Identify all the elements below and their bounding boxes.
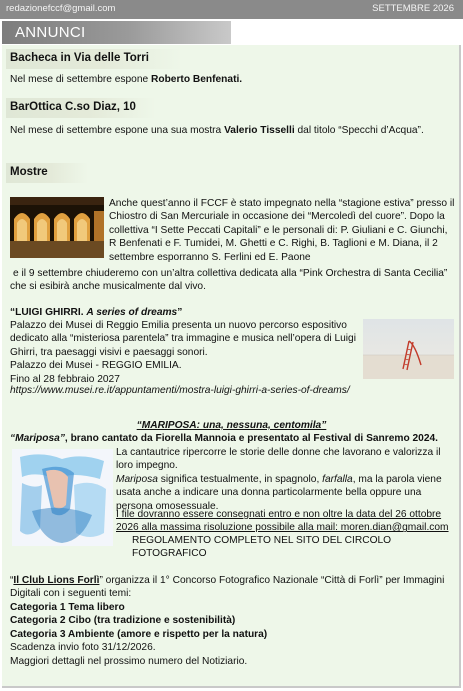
bacheca-artist: Roberto Benfenati. xyxy=(151,74,243,85)
mariposa-word2: farfalla xyxy=(322,473,353,485)
mostre-paragraph-tail: e il 9 settembre chiuderemo con un’altra collettiva dedicata alla “Pink Orchestra di Santa Cecilia” che si esibirà anche musicalmente dal vivo. xyxy=(10,268,448,293)
lions-category-1: Categoria 1 Tema libero xyxy=(10,601,125,613)
mariposa-body xyxy=(116,446,458,513)
top-bar xyxy=(0,0,463,19)
barottica-text-prefix: Nel mese di settembre espone una sua mostra xyxy=(10,125,225,136)
barottica-text-suffix: dal titolo “Specchi d’Acqua”. xyxy=(294,125,424,136)
ghirri-photo xyxy=(363,319,454,379)
lions-category-2: Categoria 2 Cibo (tra tradizione e sostenibilità) xyxy=(10,615,236,627)
mostre-paragraph: Anche quest’anno il FCCF è stato impegnato nella “stagione estiva” presso il Chiostro di San Mercuriale in occasione dei “Mercoledì del cuore”. Dopo la collettiva “I Sette Peccati Capitali” e le personali di: P. Giuliani e C. Giunchi, R Benfenati e F. Tumidei, M. Ghetti e C. Righi, B. Taglioni e M. Diana, il 2 settembre esporranno S. Ferlini ed E. Paone xyxy=(109,198,455,263)
ghirri-link[interactable]: https://www.musei.re.it/appuntamenti/mostra-luigi-ghirri-a-series-of-dreams/ xyxy=(10,385,350,396)
mariposa-subtitle-text: , brano cantato da Fiorella Mannoia e presentato al Festival di Sanremo 2024. xyxy=(64,433,439,444)
bacheca-heading: Bacheca in Via delle Torri xyxy=(6,49,182,69)
mariposa-body2a: significa testualmente, in spagnolo, xyxy=(157,473,323,485)
mariposa-subtitle xyxy=(10,432,460,445)
barottica-text xyxy=(10,124,456,137)
header-email: redazionefccf@gmail.com xyxy=(6,3,116,15)
lions-deadline: Scadenza invio foto 31/12/2026. xyxy=(10,642,156,654)
announcements-panel xyxy=(2,45,461,688)
ghirri-title-quoted: “LUIGI GHIRRI. xyxy=(10,307,84,318)
bacheca-text xyxy=(10,73,456,86)
mariposa-deadline[interactable]: I file dovranno essere consegnati entro e non oltre la data del 26 ottobre 2026 alla massima risoluzione possibile alla mail: moren.dian@gmail.com xyxy=(116,509,449,534)
mostre-heading: Mostre xyxy=(6,163,88,183)
header-date: SETTEMBRE 2026 xyxy=(372,3,454,15)
section-title: ANNUNCI xyxy=(2,21,231,44)
ghirri-body xyxy=(10,319,360,386)
ghirri-title xyxy=(10,306,340,319)
ghirri-until: Fino al 28 febbraio 2027 xyxy=(10,373,120,385)
mariposa-body1: La cantautrice ripercorre le storie delle donne che lavorano e valorizza il loro impegno. xyxy=(116,447,441,472)
ghirri-venue: Palazzo dei Musei - REGGIO EMILIA. xyxy=(10,360,182,372)
mariposa-cover-image xyxy=(12,449,113,546)
mariposa-word: Mariposa xyxy=(116,473,158,485)
ghirri-title-close: ” xyxy=(177,307,183,318)
lions-category-3: Categoria 3 Ambiente (amore e rispetto per la natura) xyxy=(10,628,268,640)
barottica-heading: BarOttica C.so Diaz, 10 xyxy=(6,98,156,118)
barottica-artist: Valerio Tisselli xyxy=(224,125,295,136)
bacheca-text-prefix: Nel mese di settembre espone xyxy=(10,74,151,85)
mariposa-body2b: , ma la parola viene usata anche a indicare una donna particolarmente bella oppure una persona omosessuale. xyxy=(116,473,442,512)
ghirri-description: Palazzo dei Musei di Reggio Emilia presenta un nuovo percorso espositivo dedicato alla “misteriosa parentela” tra immagine e musica nell’opera di Luigi Ghirri, tra paesaggi visivi e paesaggi sonori. xyxy=(10,320,356,358)
cloister-photo xyxy=(10,197,104,258)
lions-more: Maggiori dettagli nel prossimo numero del Notiziario. xyxy=(10,655,248,667)
lions-contest xyxy=(10,574,458,668)
mariposa-heading: “MARIPOSA: una, nessuna, centomila” xyxy=(136,420,327,431)
lions-intro-text: ” organizza il 1° Concorso Fotografico Nazionale “Città di Forlì” per Immagini Digitali con i seguenti temi: xyxy=(10,575,445,600)
lions-intro xyxy=(10,574,458,601)
lions-club: Il Club Lions Forlì xyxy=(13,575,100,586)
lions-open-quote: “ xyxy=(10,575,14,586)
mariposa-song: “Mariposa” xyxy=(10,433,65,444)
mariposa-regulation: REGOLAMENTO COMPLETO NEL SITO DEL CIRCOLO FOTOGRAFICO xyxy=(132,535,392,560)
ghirri-title-italic: A series of dreams xyxy=(86,307,178,318)
